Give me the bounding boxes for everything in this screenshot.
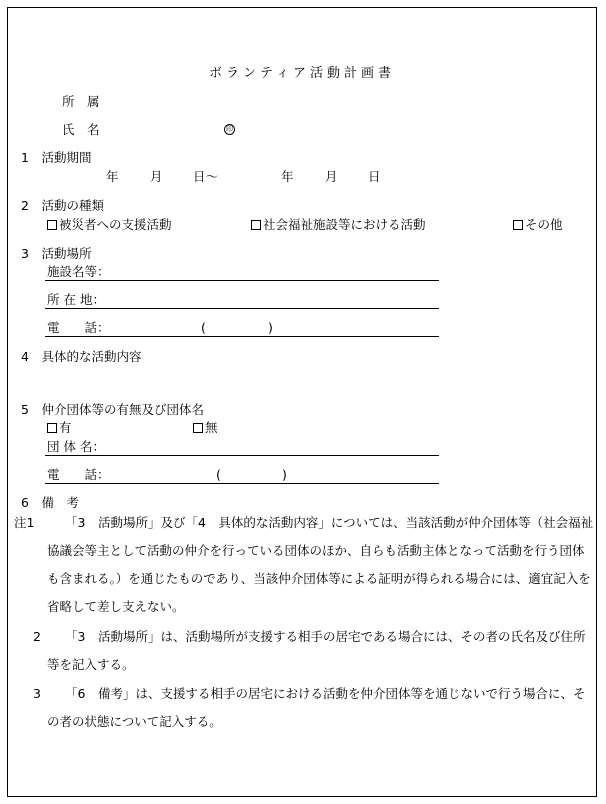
checkbox[interactable]: [47, 220, 57, 230]
period-end-year: 年: [281, 169, 294, 184]
option-label: 有: [59, 420, 72, 435]
address-field[interactable]: [45, 308, 439, 309]
activity-type-disaster[interactable]: [47, 217, 172, 233]
note-2-text: 「3 活動場所」は、活動場所が支援する相手の居宅である場合には、その者の氏名及び住所等を記入する。: [47, 629, 586, 672]
group-name-field[interactable]: [45, 455, 439, 456]
intermediary-yes[interactable]: [47, 420, 72, 436]
group-name-label: 団 体 名：: [47, 439, 105, 454]
activity-type-other[interactable]: [513, 217, 563, 233]
phone-paren-close: ): [268, 320, 273, 335]
phone-label: 電 話：: [47, 320, 110, 335]
group-phone-paren-close: ): [282, 467, 287, 482]
activity-type-welfare[interactable]: [251, 217, 426, 233]
note-3-text: 「6 備考」は、支援する相手の居宅における活動を仲介団体等を通じないで行う場合に、その者の状態について記入する。: [47, 686, 586, 729]
group-phone-field[interactable]: [45, 483, 439, 484]
section-3-heading: 3 活動場所: [21, 246, 92, 261]
group-phone-paren-open: (: [216, 467, 221, 482]
option-label: その他: [525, 217, 563, 232]
section-5-heading: 5 仲介団体等の有無及び団体名: [21, 402, 204, 417]
option-label: 無: [205, 420, 218, 435]
section-1-heading: 1 活動期間: [21, 150, 92, 165]
checkbox[interactable]: [193, 423, 203, 433]
period-end-month: 月: [325, 169, 338, 184]
name-label: 氏 名: [62, 122, 100, 137]
note-3-label: 3: [33, 686, 41, 701]
section-4-heading: 4 具体的な活動内容: [21, 349, 142, 364]
note-1-text: 「3 活動場所」及び「4 具体的な活動内容」については、当該活動が仲介団体等（社会福祉協議会等主として活動の仲介を行っている団体のほか、自らも活動主体となって活動を行う団体も含まれる。）を通じたものであり、当該仲介団体等による証明が得られる場合には、適宜記入を省略して差し支えない。: [47, 515, 594, 614]
section-2-heading: 2 活動の種類: [21, 198, 104, 213]
checkbox[interactable]: [251, 220, 261, 230]
option-label: 社会福祉施設等における活動: [263, 217, 426, 232]
period-end-day: 日: [368, 169, 381, 184]
period-start-month: 月: [150, 169, 163, 184]
note-2-label: 2: [33, 629, 41, 644]
phone-field[interactable]: [45, 336, 439, 337]
note-1-label: 注1: [14, 515, 35, 530]
seal-mark: 印: [226, 125, 233, 133]
option-label: 被災者への支援活動: [59, 217, 172, 232]
facility-name-field[interactable]: [45, 280, 439, 281]
checkbox[interactable]: [513, 220, 523, 230]
facility-name-label: 施設名等：: [47, 264, 110, 279]
group-phone-label: 電 話：: [47, 467, 110, 482]
checkbox[interactable]: [47, 423, 57, 433]
address-label: 所 在 地：: [47, 292, 105, 307]
document-title: ボランティア活動計画書: [209, 66, 395, 81]
phone-paren-open: (: [201, 320, 206, 335]
period-start-year: 年: [106, 169, 119, 184]
period-start-day: 日〜: [193, 169, 219, 184]
affiliation-label: 所 属: [62, 94, 100, 109]
intermediary-no[interactable]: [193, 420, 218, 436]
section-6-heading: 6 備 考: [21, 495, 79, 510]
